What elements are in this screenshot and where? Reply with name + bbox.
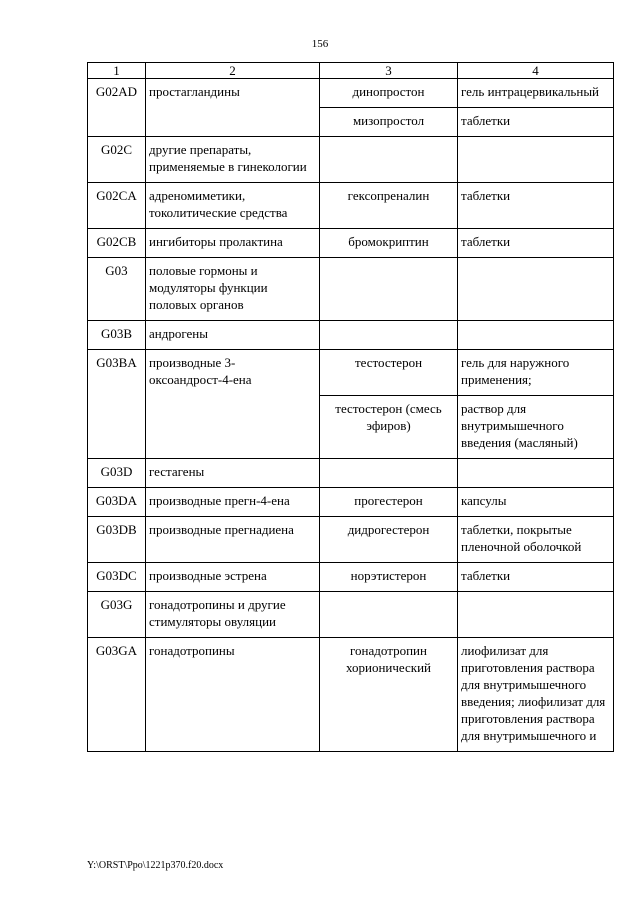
dosage-form: раствор для внутримышечного введения (масляный) xyxy=(458,396,614,459)
dosage-form xyxy=(458,321,614,350)
table-header-row xyxy=(88,63,614,79)
drug-name: гексопреналин xyxy=(320,183,458,229)
atc-code: G02C xyxy=(88,137,146,183)
group-name: адреномиметики, токолитические средства xyxy=(146,183,320,229)
group-name: ингибиторы пролактина xyxy=(146,229,320,258)
dosage-form xyxy=(458,459,614,488)
table-row xyxy=(88,488,614,517)
dosage-form xyxy=(458,137,614,183)
dosage-form: капсулы xyxy=(458,488,614,517)
atc-code: G03D xyxy=(88,459,146,488)
group-name: другие препараты, применяемые в гинекологии xyxy=(146,137,320,183)
atc-code: G03GA xyxy=(88,638,146,752)
drug-name: норэтистерон xyxy=(320,563,458,592)
group-name: гонадотропины xyxy=(146,638,320,752)
page-number: 156 xyxy=(311,38,329,50)
atc-code: G03BA xyxy=(88,350,146,459)
column-header-1: 1 xyxy=(88,63,146,79)
atc-code: G02CB xyxy=(88,229,146,258)
group-name: половые гормоны и модуляторы функции половых органов xyxy=(146,258,320,321)
dosage-form xyxy=(458,258,614,321)
column-header-2: 2 xyxy=(146,63,320,79)
atc-code: G03 xyxy=(88,258,146,321)
atc-code: G02AD xyxy=(88,79,146,137)
atc-code: G03DA xyxy=(88,488,146,517)
drug-name: тестостерон (смесь эфиров) xyxy=(320,396,458,459)
group-name: производные 3-оксоандрост-4-ена xyxy=(146,350,320,459)
atc-code: G03DB xyxy=(88,517,146,563)
group-name: гонадотропины и другие стимуляторы овуляции xyxy=(146,592,320,638)
group-name: производные прегн-4-ена xyxy=(146,488,320,517)
drug-name xyxy=(320,137,458,183)
table-row xyxy=(88,563,614,592)
drug-name: гонадотропин хорионический xyxy=(320,638,458,752)
table-row xyxy=(88,258,614,321)
column-header-3: 3 xyxy=(320,63,458,79)
table-row xyxy=(88,79,614,108)
group-name: производные эстрена xyxy=(146,563,320,592)
table-row xyxy=(88,592,614,638)
table-row xyxy=(88,183,614,229)
dosage-form: таблетки xyxy=(458,183,614,229)
dosage-form: гель для наружного применения; xyxy=(458,350,614,396)
table-row xyxy=(88,459,614,488)
table-row xyxy=(88,517,614,563)
dosage-form: таблетки, покрытые пленочной оболочкой xyxy=(458,517,614,563)
drug-name: бромокриптин xyxy=(320,229,458,258)
drug-name: динопростон xyxy=(320,79,458,108)
dosage-form: таблетки xyxy=(458,563,614,592)
table-row xyxy=(88,638,614,752)
drug-name: прогестерон xyxy=(320,488,458,517)
atc-code: G03B xyxy=(88,321,146,350)
dosage-form: таблетки xyxy=(458,108,614,137)
drug-name xyxy=(320,321,458,350)
drug-name: мизопростол xyxy=(320,108,458,137)
atc-code: G02CA xyxy=(88,183,146,229)
drug-classification-table xyxy=(87,62,614,752)
table-row xyxy=(88,137,614,183)
drug-name xyxy=(320,258,458,321)
drug-name xyxy=(320,592,458,638)
dosage-form xyxy=(458,592,614,638)
group-name: андрогены xyxy=(146,321,320,350)
group-name: производные прегнадиена xyxy=(146,517,320,563)
dosage-form: таблетки xyxy=(458,229,614,258)
group-name: гестагены xyxy=(146,459,320,488)
table-row xyxy=(88,321,614,350)
atc-code: G03G xyxy=(88,592,146,638)
dosage-form: гель интрацервикальный xyxy=(458,79,614,108)
footer-file-path: Y:\ORST\Ppo\1221p370.f20.docx xyxy=(87,860,224,871)
column-header-4: 4 xyxy=(458,63,614,79)
drug-name xyxy=(320,459,458,488)
group-name: простагландины xyxy=(146,79,320,137)
table-row xyxy=(88,350,614,396)
drug-name: тестостерон xyxy=(320,350,458,396)
dosage-form: лиофилизат для приготовления раствора для внутримышечного введения; лиофилизат для приготовления раствора для внутримышечного и xyxy=(458,638,614,752)
atc-code: G03DC xyxy=(88,563,146,592)
table-row xyxy=(88,229,614,258)
drug-name: дидрогестерон xyxy=(320,517,458,563)
